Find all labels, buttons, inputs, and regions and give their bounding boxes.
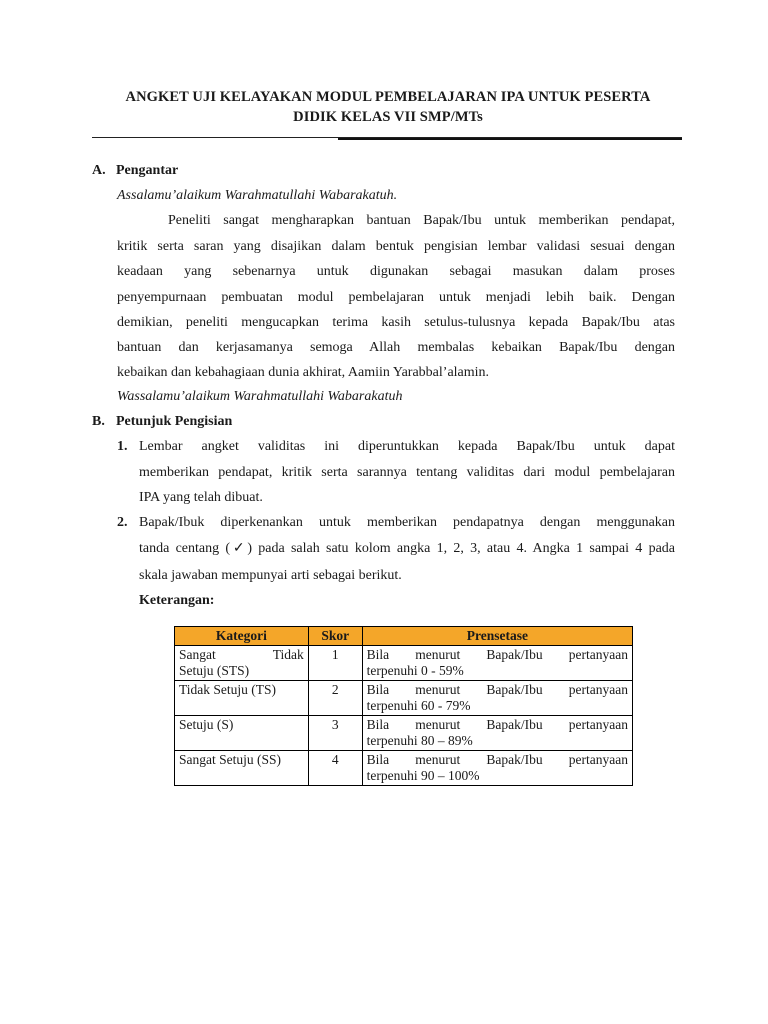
- cell-skor: 2: [308, 681, 362, 716]
- table-header-row: [175, 627, 633, 646]
- title-rule-thick: [338, 138, 682, 140]
- table-row: [175, 646, 633, 681]
- paragraph-line-1: Peneliti sangat mengharapkan bantuan Bapak/Ibu untuk memberikan pendapat,: [168, 213, 675, 228]
- paragraph-line-7: kebaikan dan kebahagiaan dunia akhirat, Aamiin Yarabbal’alamin.: [117, 365, 490, 380]
- section-a-label: A.: [92, 163, 106, 178]
- section-b-label: B.: [92, 414, 105, 429]
- item-1-line-2: memberikan pendapat, kritik serta sarannya tentang validitas dari modul pembelajaran: [139, 465, 675, 480]
- cell-persen-line: Bila menurut Bapak/Ibu pertanyaan: [366, 682, 628, 697]
- paragraph-line-3: keadaan yang sebenarnya untuk digunakan sebagai masukan dalam proses: [117, 264, 675, 279]
- greeting: Assalamu’alaikum Warahmatullahi Wabarakatuh.: [117, 188, 398, 203]
- cell-persen: [362, 716, 632, 751]
- paragraph-line-2: kritik serta saran yang disajikan dalam bentuk pengisian lembar validasi sesuai dengan: [117, 239, 675, 254]
- cell-persen: [362, 681, 632, 716]
- cell-persen: [362, 646, 632, 681]
- section-a-heading: [92, 161, 178, 181]
- cell-persen-line: terpenuhi 90 – 100%: [366, 768, 480, 783]
- item-2-line-2: tanda centang (✓) pada salah satu kolom angka 1, 2, 3, atau 4. Angka 1 sampai 4 pada: [139, 541, 675, 556]
- cell-kategori: [175, 751, 309, 786]
- cell-kategori: [175, 716, 309, 751]
- cell-kategori: [175, 681, 309, 716]
- item-1-number: 1.: [117, 439, 128, 454]
- cell-kategori-line: Sangat Tidak: [179, 647, 304, 662]
- cell-kategori-line: Sangat Setuju (SS): [179, 752, 282, 767]
- section-a-title: Pengantar: [116, 163, 179, 178]
- item-1-line-3: IPA yang telah dibuat.: [139, 490, 263, 505]
- item-1-line-1: Lembar angket validitas ini diperuntukkan kepada Bapak/Ibu untuk dapat: [139, 439, 675, 454]
- item-2-number: 2.: [117, 515, 128, 530]
- score-table: [174, 626, 633, 786]
- table-row: [175, 681, 633, 716]
- header-skor: Skor: [308, 627, 362, 646]
- cell-kategori-line: Tidak Setuju (TS): [179, 682, 277, 697]
- cell-skor: 4: [308, 751, 362, 786]
- paragraph-line-5: demikian, peneliti mengucapkan terima kasih setulus-tulusnya kepada Bapak/Ibu atas: [117, 315, 675, 330]
- cell-skor: 1: [308, 646, 362, 681]
- cell-persen-line: terpenuhi 80 – 89%: [366, 733, 473, 748]
- cell-kategori-line: Setuju (STS): [179, 663, 250, 678]
- cell-kategori-line: Setuju (S): [179, 717, 234, 732]
- cell-persen-line: terpenuhi 60 - 79%: [366, 698, 471, 713]
- table-row: [175, 751, 633, 786]
- table-row: [175, 716, 633, 751]
- item-2-line-1: Bapak/Ibuk diperkenankan untuk memberikan pendapatnya dengan menggunakan: [139, 515, 675, 530]
- cell-skor: 3: [308, 716, 362, 751]
- cell-persen-line: Bila menurut Bapak/Ibu pertanyaan: [366, 647, 628, 662]
- cell-persen-line: terpenuhi 0 - 59%: [366, 663, 464, 678]
- title-line-1: ANGKET UJI KELAYAKAN MODUL PEMBELAJARAN IPA UNTUK PESERTA: [125, 89, 651, 105]
- section-b-title: Petunjuk Pengisian: [116, 414, 233, 429]
- cell-kategori: [175, 646, 309, 681]
- paragraph-line-6: bantuan dan kerjasamanya semoga Allah membalas kebaikan Bapak/Ibu dengan: [117, 340, 675, 355]
- header-prensetase: Prensetase: [362, 627, 632, 646]
- cell-persen: [362, 751, 632, 786]
- header-kategori: Kategori: [175, 627, 309, 646]
- cell-persen-line: Bila menurut Bapak/Ibu pertanyaan: [366, 752, 628, 767]
- closing: Wassalamu’alaikum Warahmatullahi Wabarakatuh: [117, 389, 403, 404]
- title-line-2: DIDIK KELAS VII SMP/MTs: [293, 109, 483, 125]
- paragraph-line-4: penyempurnaan pembuatan modul pembelajaran untuk menjadi lebih baik. Dengan: [117, 290, 675, 305]
- cell-persen-line: Bila menurut Bapak/Ibu pertanyaan: [366, 717, 628, 732]
- item-2-line-3: skala jawaban mempunyai arti sebagai berikut.: [139, 568, 402, 583]
- keterangan-label: Keterangan:: [139, 593, 215, 608]
- section-b-heading: [92, 412, 232, 432]
- document-title: [92, 87, 684, 127]
